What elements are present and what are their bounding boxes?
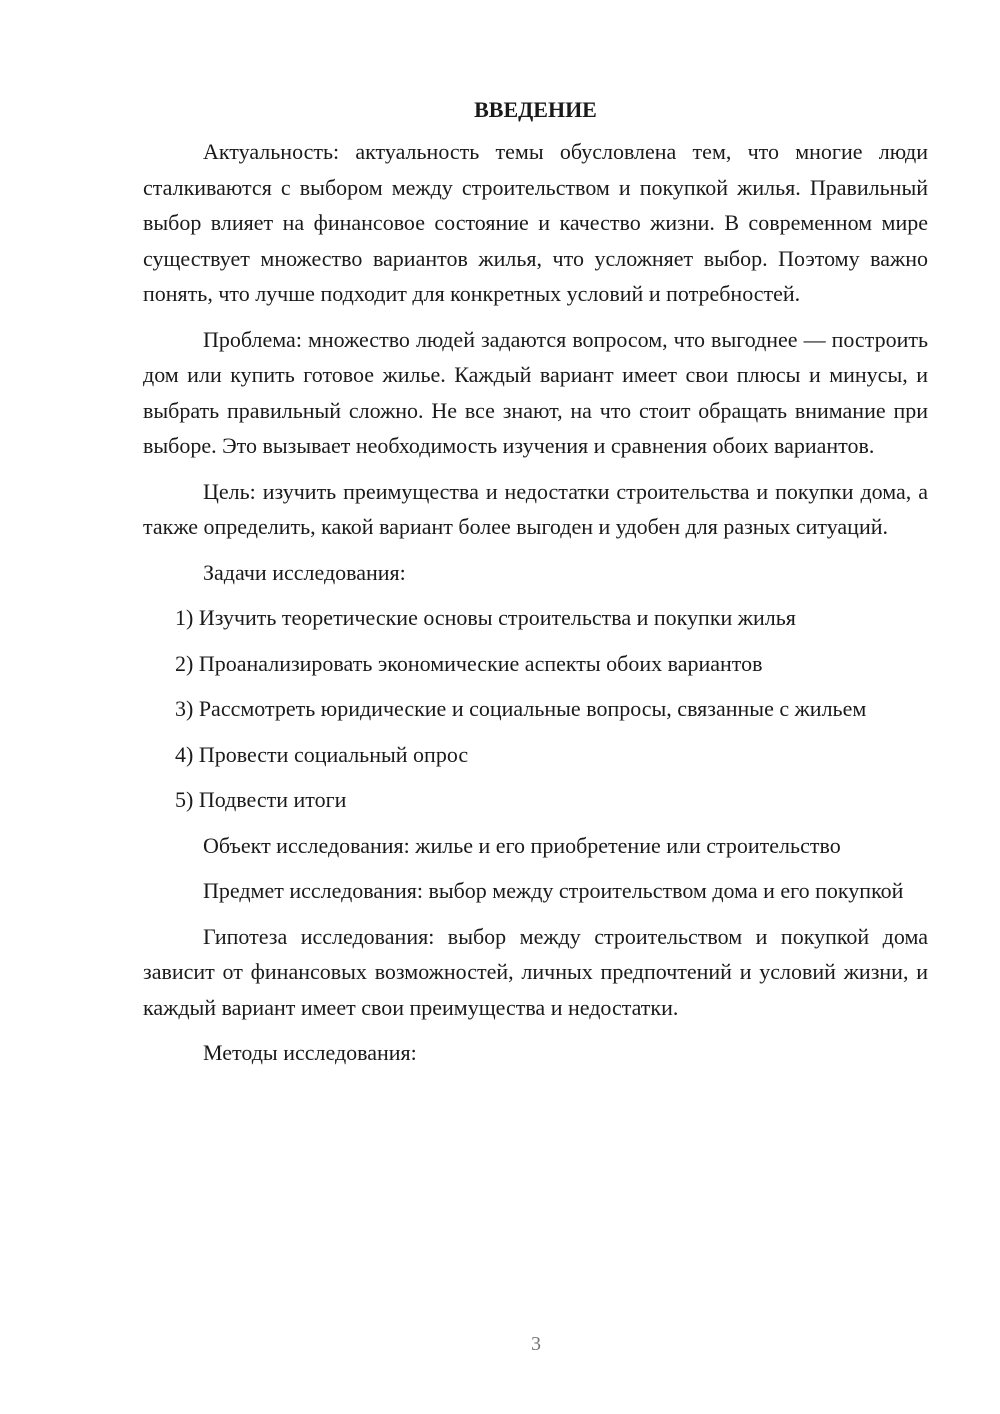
task-item: 4) Провести социальный опрос xyxy=(175,741,469,767)
document-page xyxy=(143,92,928,1081)
section-title: ВВЕДЕНИЕ xyxy=(474,97,597,122)
tasks-heading: Задачи исследования: xyxy=(203,559,406,585)
relevance-paragraph: Актуальность: актуальность темы обусловлена тем, что многие люди сталкиваются с выбором между строительством и покупкой жилья. Правильный выбор влияет на финансовое состояние и качество жизни. В современном мире существует множество вариантов жилья, что усложняет выбор. Поэтому важно понять, что лучше подходит для конкретных условий и потребностей. xyxy=(143,139,928,306)
object-paragraph: Объект исследования: жилье и его приобретение или строительство xyxy=(203,832,841,858)
task-item: 2) Проанализировать экономические аспекты обоих вариантов xyxy=(175,650,763,676)
hypothesis-paragraph: Гипотеза исследования: выбор между строительством и покупкой дома зависит от финансовых возможностей, личных предпочтений и условий жизни, и каждый вариант имеет свои преимущества и недостатки. xyxy=(143,923,928,1020)
task-item: 1) Изучить теоретические основы строительства и покупки жилья xyxy=(175,605,796,630)
methods-heading: Методы исследования: xyxy=(203,1040,417,1065)
task-item: 3) Рассмотреть юридические и социальные вопросы, связанные с жильем xyxy=(175,696,867,721)
goal-paragraph: Цель: изучить преимущества и недостатки строительства и покупки дома, а также определить, какой вариант более выгоден и удобен для разных ситуаций. xyxy=(143,478,928,539)
task-item: 5) Подвести итоги xyxy=(175,787,347,812)
subject-paragraph: Предмет исследования: выбор между строительством дома и его покупкой xyxy=(203,878,904,903)
page-number: 3 xyxy=(531,1333,541,1355)
problem-paragraph: Проблема: множество людей задаются вопросом, что выгоднее — построить дом или купить готовое жилье. Каждый вариант имеет свои плюсы и минусы, и выбрать правильный сложно. Не все знают, на что стоит обращать внимание при выборе. Это вызывает необходимость изучения и сравнения обоих вариантов. xyxy=(143,326,928,458)
